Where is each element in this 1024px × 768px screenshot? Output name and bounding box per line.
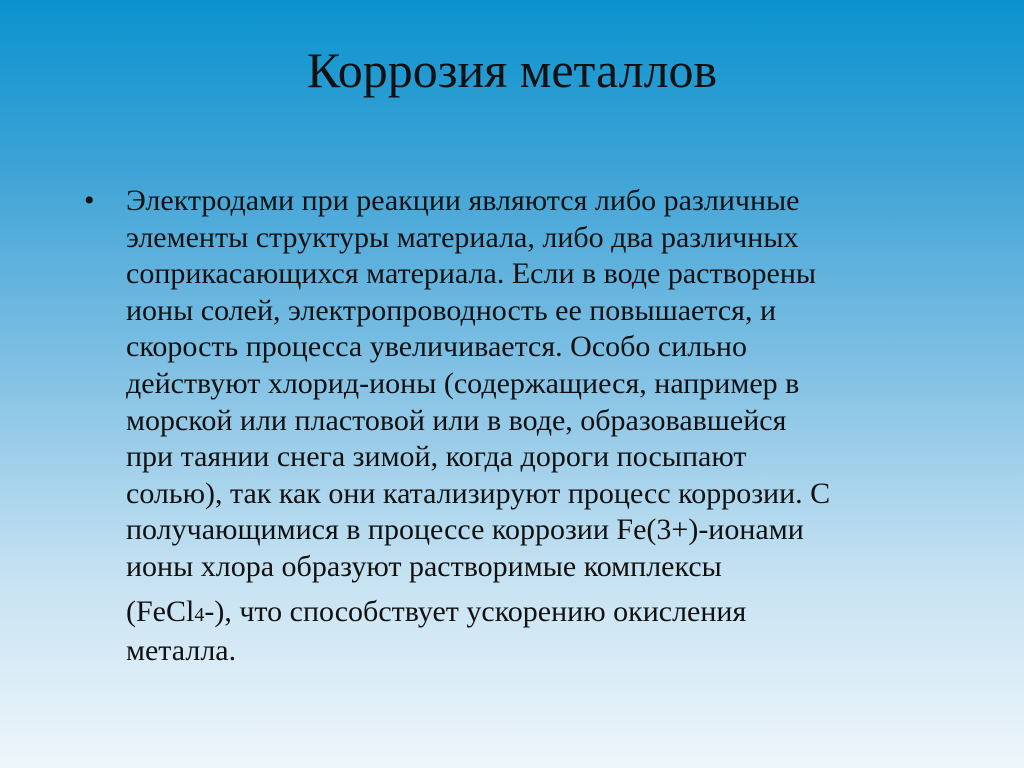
text-line: соприкасающихся материала. Если в воде растворены (126, 257, 817, 291)
bullet-symbol: • (84, 184, 95, 217)
text-line: действуют хлорид-ионы (содержащиеся, например в (126, 366, 800, 400)
formula-suffix: -), что способствует ускорению окисления (204, 594, 747, 628)
text-line: скорость процесса увеличивается. Особо сильно (126, 330, 747, 364)
text-line: ионы хлора образуют растворимые комплексы (126, 549, 722, 583)
bullet-text (126, 183, 946, 670)
text-line: солью), так как они катализируют процесс коррозии. С (126, 476, 831, 510)
text-line: металла. (126, 634, 237, 668)
text-line: морской или пластовой или в воде, образовавшейся (126, 403, 787, 437)
text-line: Электродами при реакции являются либо различные (126, 184, 800, 217)
slide-title: Коррозия металлов (306, 42, 718, 98)
formula-prefix: (FeCl (126, 594, 195, 628)
text-line: получающимися в процессе коррозии Fe(3+)-ионами (126, 513, 804, 547)
text-line: при таянии снега зимой, когда дороги посыпают (126, 440, 747, 474)
formula-subscript: 4 (194, 603, 205, 626)
text-line: элементы структуры материала, либо два различных (126, 220, 799, 254)
formula-line (126, 594, 946, 634)
text-line: ионы солей, электропроводность ее повышается, и (126, 293, 777, 327)
